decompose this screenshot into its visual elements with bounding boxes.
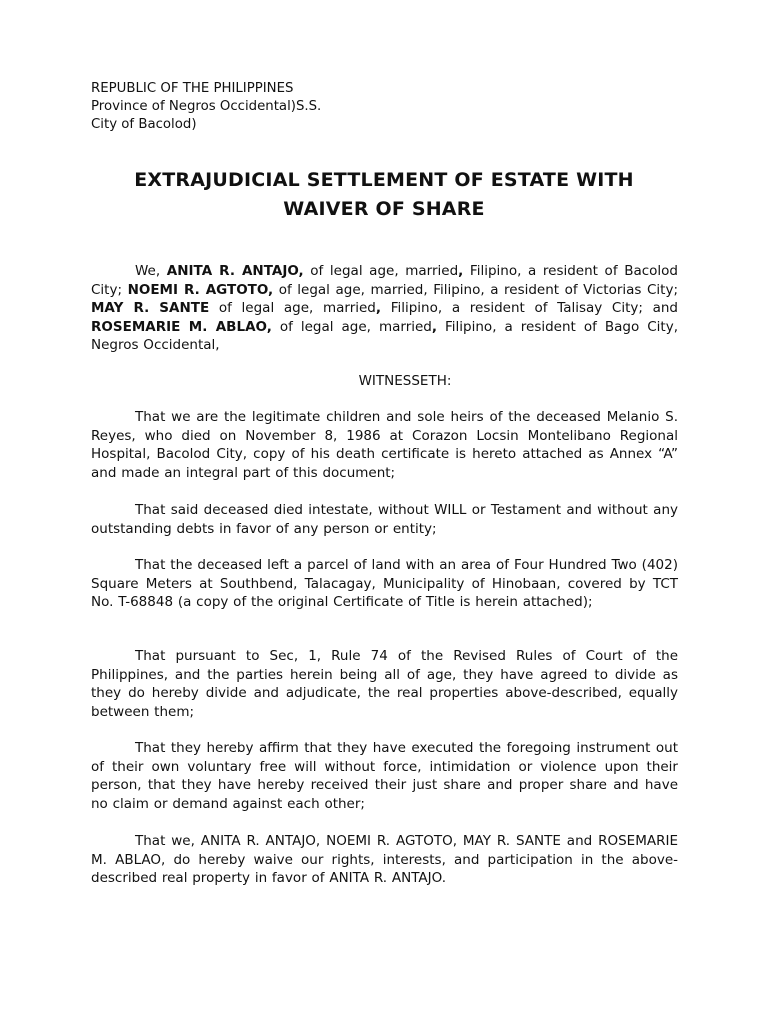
intro-paragraph — [91, 262, 678, 355]
header-republic: REPUBLIC OF THE PHILIPPINES — [91, 81, 294, 96]
paragraph-land: That the deceased left a parcel of land with an area of Four Hundred Two (402) Square Meters at Southbend, Talacagay, Municipality of Hinobaan, covered by TCT No. T-68848 (a copy of the original Certificate of Title is herein attached); — [91, 557, 678, 610]
intro-text-2: of legal age, married, Filipino, a resident of Victorias City; — [273, 281, 678, 298]
party-name-4: ROSEMARIE M. ABLAO, — [91, 318, 272, 335]
intro-text-4: of legal age, married — [271, 318, 432, 335]
paragraph-heirs: That we are the legitimate children and sole heirs of the deceased Melanio S. Reyes, who died on November 8, 1986 at Corazon Locsin Montelibano Regional Hospital, Bacolod City, copy of his death certificate is hereto attached as Annex “A” and made an integral part of this document; — [91, 409, 678, 481]
party-name-1: ANITA R. ANTAJO, — [166, 263, 304, 279]
title-line-1: EXTRAJUDICIAL SETTLEMENT OF ESTATE WITH — [134, 169, 634, 191]
witnesseth-heading: WITNESSETH: — [358, 373, 452, 389]
intro-comma-4: , — [431, 318, 438, 335]
paragraph-intestate: That said deceased died intestate, without WILL or Testament and without any outstanding debts in favor of any person or entity; — [91, 502, 678, 537]
intro-text-1b: Filipino, a resident of Bacolod City; — [91, 263, 678, 298]
paragraph-waiver: That we, ANITA R. ANTAJO, NOEMI R. AGTOTO, MAY R. SANTE and ROSEMARIE M. ABLAO, do hereby waive our rights, interests, and participation in the above-described real property in favor of ANITA R. ANTAJO. — [91, 833, 678, 886]
paragraph-partition: That pursuant to Sec, 1, Rule 74 of the Revised Rules of Court of the Philippines, and the parties herein being all of age, they have agreed to divide as they do hereby divide and adjudicate, the real properties above-described, equally between them; — [91, 648, 678, 720]
paragraph-affirmation: That they hereby affirm that they have executed the foregoing instrument out of their own voluntary free will without force, intimidation or violence upon their person, that they have hereby received their just share and proper share and have no claim or demand against each other; — [91, 740, 678, 812]
intro-comma-1: , — [458, 263, 464, 279]
intro-text-4b: Filipino, a resident of Bago City, Negros Occidental, — [91, 318, 678, 353]
intro-comma-3: , — [375, 300, 382, 316]
venue-header — [91, 80, 321, 134]
title-line-2: WAIVER OF SHARE — [283, 198, 485, 220]
document-title — [60, 166, 708, 224]
party-name-3: MAY R. SANTE — [91, 300, 210, 316]
intro-we: We, — [135, 263, 167, 279]
intro-text-3: of legal age, married — [209, 300, 376, 316]
header-province: Province of Negros Occidental)S.S. — [91, 99, 322, 114]
intro-text-3b: Filipino, a resident of Talisay City; and — [381, 300, 678, 316]
intro-text-1: of legal age, married — [303, 263, 459, 279]
party-name-2: NOEMI R. AGTOTO, — [127, 281, 274, 298]
header-city: City of Bacolod) — [91, 117, 197, 132]
